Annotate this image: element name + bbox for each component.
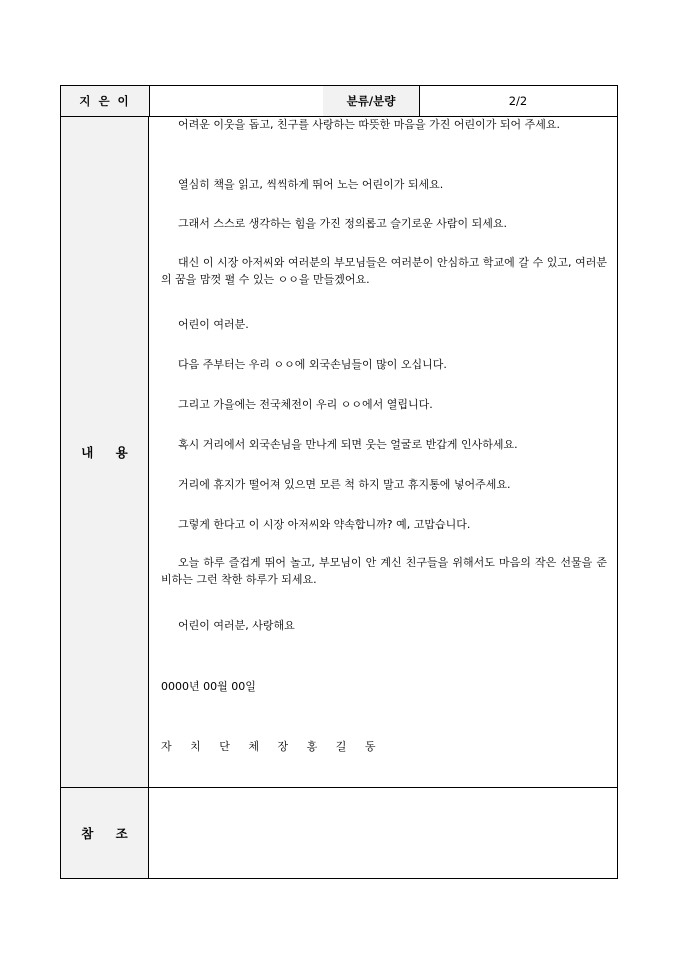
paragraph-7: 그리고 가을에는 전국체전이 우리 ㅇㅇ에서 열립니다.: [178, 398, 433, 411]
category-value-cell: [419, 86, 617, 116]
reference-value-cell: [149, 788, 617, 878]
reference-label: 참 조: [81, 826, 128, 841]
content-label-cell: [61, 117, 149, 787]
paragraph-10: 그렇게 한다고 이 시장 아저씨와 약속합니까? 예, 고맙습니다.: [178, 518, 471, 531]
date-line: 0000년 00월 00일: [161, 680, 256, 693]
paragraph-12: 어린이 여러분, 사랑해요: [178, 619, 295, 632]
paragraph-3: 그래서 스스로 생각하는 힘을 가진 정의롭고 슬기로운 사람이 되세요.: [178, 217, 507, 230]
reference-label-cell: [61, 788, 149, 878]
content-body: [149, 117, 617, 787]
paragraph-5: 어린이 여러분.: [178, 318, 249, 331]
paragraph-1: 어려운 이웃을 돕고, 친구를 사랑하는 따뜻한 마음을 가진 어린이가 되어 주세요.: [178, 118, 560, 131]
paragraph-9: 거리에 휴지가 떨어져 있으면 모른 척 하지 말고 휴지통에 넣어주세요.: [178, 478, 511, 491]
header-row: [61, 86, 617, 117]
content-label: 내 용: [81, 445, 128, 460]
reference-row: [61, 787, 617, 878]
paragraph-8: 혹시 거리에서 외국손님을 만나게 되면 웃는 얼굴로 반갑게 인사하세요.: [178, 438, 518, 451]
category-label: 분류/분량: [346, 94, 396, 108]
category-label-cell: [323, 86, 419, 116]
paragraph-6: 다음 주부터는 우리 ㅇㅇ에 외국손님들이 많이 오십니다.: [178, 358, 447, 371]
author-label-cell: [61, 86, 149, 116]
signature-line: 자 치 단 체 장 홍 길 동: [161, 740, 383, 753]
paragraph-11: 오늘 하루 즐겁게 뛰어 놀고, 부모님이 안 계신 친구들을 위해서도 마음의 작은 선물을 준비하는 그런 착한 하루가 되세요.: [161, 556, 607, 586]
paragraph-4: 대신 이 시장 아저씨와 여러분의 부모님들은 여러분이 안심하고 학교에 갈 수 있고, 여러분의 꿈을 맘껏 펼 수 있는 ㅇㅇ을 만들겠어요.: [161, 256, 607, 286]
paragraph-2: 열심히 책을 읽고, 씩씩하게 뛰어 노는 어린이가 되세요.: [178, 178, 444, 191]
author-label: 지 은 이: [79, 94, 131, 108]
author-value-cell: [149, 86, 323, 116]
category-value: 2/2: [508, 94, 528, 108]
document-table: [60, 85, 618, 879]
